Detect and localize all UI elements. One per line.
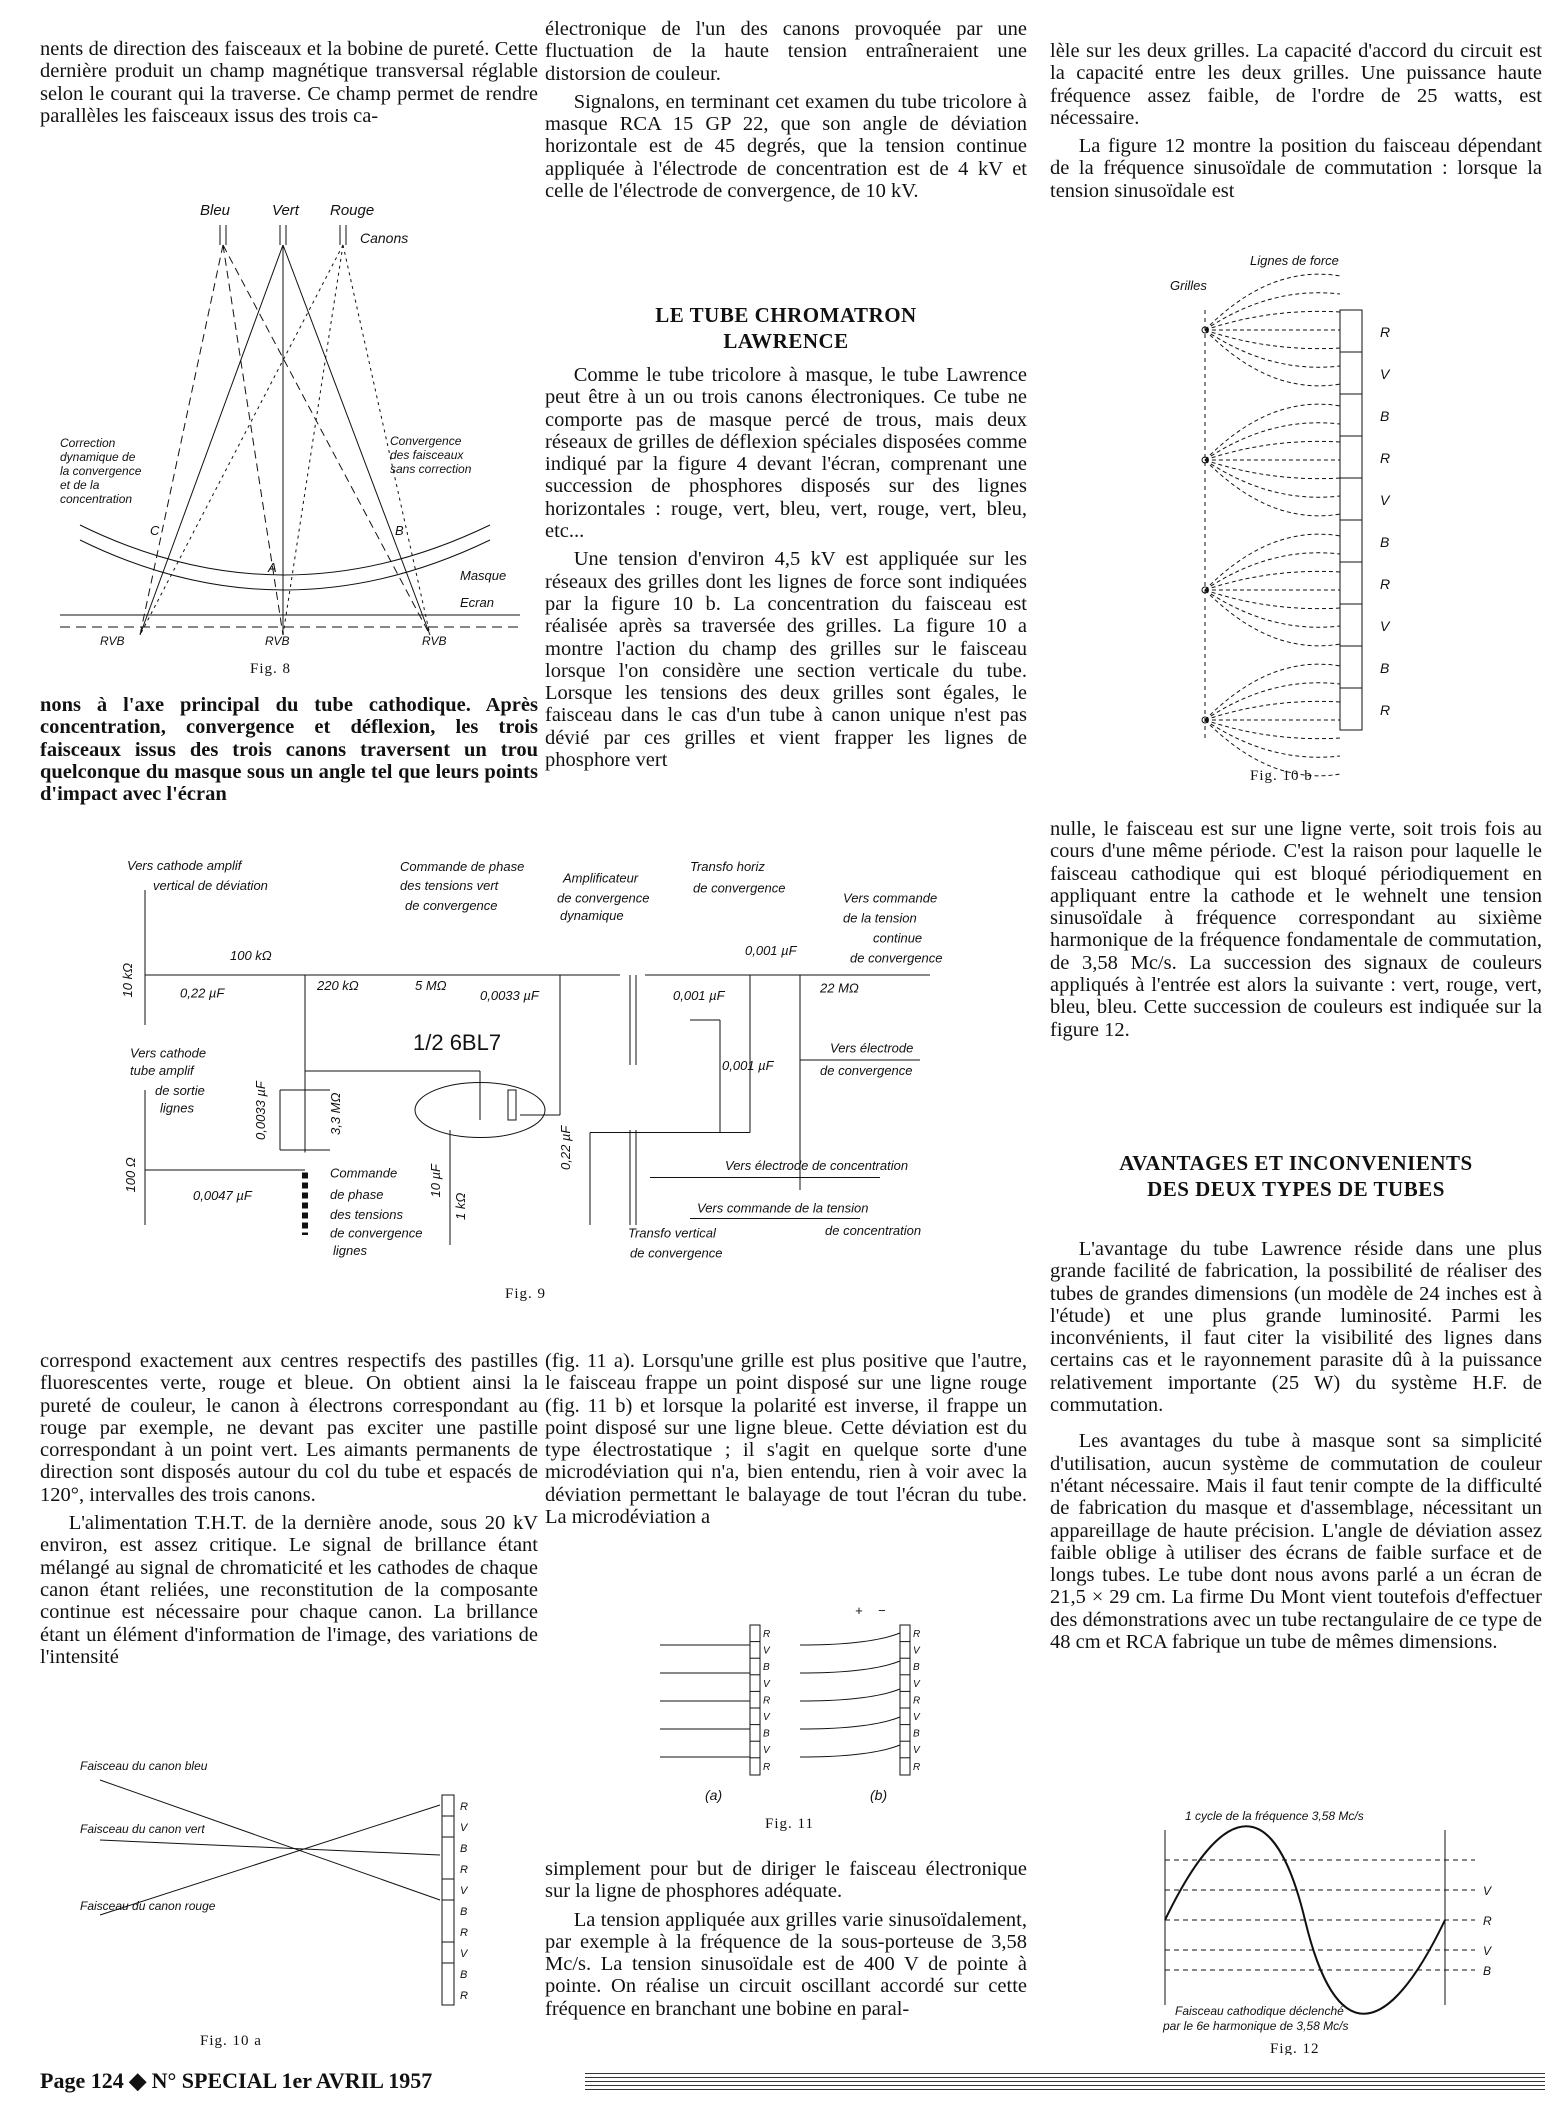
circuit-wires <box>145 890 930 1245</box>
label: Vers cathode amplif <box>127 858 242 873</box>
label-correction: concentration <box>60 492 133 506</box>
label: 0,001 µF <box>722 1058 774 1073</box>
column1-middle-text <box>40 694 538 811</box>
label-lignes-de-force: Lignes de force <box>1250 253 1339 268</box>
strip-label: B <box>913 1728 920 1740</box>
gun-lines <box>140 225 430 635</box>
section-heading-chromatron <box>545 302 1027 354</box>
label: Amplificateur <box>563 870 639 886</box>
label: 0,22 µF <box>180 985 225 1001</box>
label: de convergence <box>630 1245 723 1261</box>
label-grilles: Grilles <box>1170 278 1207 293</box>
figure-9-caption-area <box>0 1270 1040 1310</box>
label-c: C <box>150 523 160 538</box>
strip-label: B <box>1380 534 1390 550</box>
label-note: par le 6e harmonique de 3,58 Mc/s <box>1163 2019 1349 2033</box>
figure-caption: Fig. 10 a <box>200 2033 262 2049</box>
strip-label: R <box>460 1990 468 2002</box>
strip-label: V <box>1380 618 1390 634</box>
paragraph: La tension appliquée aux grilles varie sinusoïdalement, par exemple à la fréquence de la sous-porteuse de 3,58 Mc/s. La tension sinusoïdale est de 400 V de pointe à pointe. On réalise un circuit oscillant accordé sur cette fréquence en branchant une bobine en paral- <box>545 1908 1027 2020</box>
paragraph: L'alimentation T.H.T. de la dernière anode, sous 20 kV environ, est assez critique. Le signal de brillance étant mélangé au signal de chromaticité et les cathodes de chaque canon étant reliées, une reconstitution de la composante continue est nécessaire pour chaque canon. La brillance étant un élément d'information de l'image, des variations de l'intensité <box>40 1512 538 1668</box>
paragraph: correspond exactement aux centres respectifs des pastilles fluorescentes verte, rouge et bleue. On obtient ainsi la pureté de couleur, le canon à électrons correspondant au rouge par exemple, ne devant pas exciter une pastille correspondant à un point vert. Les aimants permanents de direction sont disposés autour du col du tube et espacés de 120°, intervalles des trois canons. <box>40 1350 538 1506</box>
plus-sign: + <box>855 1603 863 1618</box>
strip-label: V <box>1380 492 1390 508</box>
label-rvb: RVB <box>100 634 125 648</box>
label: des tensions <box>330 1207 403 1222</box>
paragraph: simplement pour but de diriger le faisceau électronique sur la ligne de phosphores adéquate. <box>545 1858 1027 1903</box>
strip-label: B <box>1380 660 1390 676</box>
label: 10 kΩ <box>120 963 135 998</box>
paragraph: nents de direction des faisceaux et la bobine de pureté. Cette dernière produit un champ magnétique transversal réglable selon le courant qui la traverse. Ce champ permet de rendre parallèles les faisceaux issus des trois ca- <box>40 38 538 127</box>
label: 0,001 µF <box>673 988 725 1003</box>
strip-label: B <box>763 1662 770 1674</box>
figure-caption: Fig. 11 <box>765 1816 814 1832</box>
strip-label: V <box>913 1712 920 1723</box>
figure-caption: Fig. 8 <box>250 661 292 677</box>
paragraph: Les avantages du tube à masque sont sa simplicité d'utilisation, aucun système de commutation de couleur n'étant nécessaire. Mais il faut tenir compte de la difficulté de fabrication du masque et d'assemblage, nécessitant un appareillage de haute précision. L'angle de déviation assez faible oblige à utiliser des écrans de faible surface et de longs tubes. Le tube dont nous avons parlé a un écran de 21,5 × 29 cm. La firme Du Mont vient toutefois d'effectuer des démonstrations avec un tube rectangulaire de ce type de 48 cm et RCA fabrique un tube de mêmes dimensions. <box>1050 1430 1542 1654</box>
label-correction: dynamique de <box>60 450 136 464</box>
strip-label: B <box>460 1843 468 1855</box>
strip-label: R <box>1380 702 1391 718</box>
heading-line: AVANTAGES ET INCONVENIENTS <box>1119 1151 1473 1175</box>
strip-label: V <box>460 1885 468 1897</box>
label: 0,22 µF <box>558 1125 573 1170</box>
figure-caption: Fig. 10 b <box>1250 768 1313 784</box>
paragraph: Une tension d'environ 4,5 kV est appliquée sur les réseaux des grilles dont les lignes de force sont indiquées par la figure 10 b. La concentration du faisceau est réalisée après sa traversée des grilles. La figure 10 a montre l'action du champ des grilles sur le faisceau lorsque l'on considère une section verticale du tube. Lorsque les tensions des deux grilles sont égales, le faisceau dans le cas d'un tube à canon unique n'est pas dévié par ces grilles et vient frapper les lignes de phosphore vert <box>545 548 1027 772</box>
label-rouge-beam: Faisceau du canon rouge <box>80 1899 216 1913</box>
label: de sortie <box>155 1083 205 1098</box>
strip-label: V <box>763 1712 770 1723</box>
label-b: (b) <box>870 1787 888 1803</box>
label-correction: la convergence <box>60 464 142 478</box>
label: de convergence <box>693 880 786 896</box>
label: dynamique <box>560 908 624 923</box>
label: 0,0047 µF <box>193 1188 252 1203</box>
figure-caption: Fig. 9 <box>505 1286 547 1302</box>
label: lignes <box>333 1243 367 1258</box>
label: de convergence <box>330 1225 423 1241</box>
label: lignes <box>160 1100 194 1116</box>
label-convergence: Convergence <box>390 434 462 448</box>
label: de phase <box>330 1187 384 1202</box>
label: 5 MΩ <box>415 978 447 993</box>
paragraph: (fig. 11 a). Lorsqu'une grille est plus positive que l'autre, le faisceau frappe un point disposé sur une ligne rouge (fig. 11 b) et lorsque la polarité est inverse, il frappe un point disposé sur une ligne bleue. Cette déviation est du type électrostatique ; il s'agit en quelque sorte d'une microdéviation qui n'a, bien entendu, rien à voir avec la déviation permettant le balayage de tout l'écran du tube. La microdéviation a <box>545 1350 1027 1529</box>
label-a: (a) <box>705 1787 723 1803</box>
figure-9-convergence-circuit <box>0 840 1040 1310</box>
strip-label: B <box>460 1906 468 1918</box>
label: de convergence <box>820 1063 913 1078</box>
label-convergence: sans correction <box>390 462 472 476</box>
strip-label: R <box>763 1695 771 1707</box>
strip-label: R <box>460 1801 468 1813</box>
strip-label: R <box>913 1761 921 1773</box>
label-vert: Vert <box>272 202 299 219</box>
label-correction: et de la <box>60 478 100 492</box>
heading-line: DES DEUX TYPES DE TUBES <box>1147 1177 1445 1201</box>
label: Commande <box>330 1165 398 1181</box>
label: tube amplif <box>130 1063 194 1078</box>
strip-label: R <box>1380 324 1391 340</box>
column3-middle-text <box>1050 818 1542 1047</box>
column2-bottom-text <box>545 1350 1027 1534</box>
label: 100 Ω <box>123 1157 138 1193</box>
paragraph: nons à l'axe principal du tube cathodique. Après concentration, convergence et déflexion, les trois faisceaux issus des trois canons traversent un trou quelconque du masque sous un angle tel que leurs points d'impact avec l'écran <box>40 694 538 806</box>
heading-line: LAWRENCE <box>723 329 849 353</box>
paragraph: La figure 12 montre la position du faisceau dépendant de la fréquence sinusoïdale de commutation : lorsque la tension sinusoïdale est <box>1050 135 1542 202</box>
label: de concentration <box>825 1223 922 1238</box>
paragraph: électronique de l'un des canons provoquée par une fluctuation de la haute tension entraîneraient une distorsion de couleur. <box>545 18 1027 85</box>
strip-label: B <box>1380 408 1390 424</box>
level-label: R <box>1483 1914 1492 1928</box>
label: Vers cathode <box>130 1045 207 1061</box>
label: des tensions vert <box>400 878 499 893</box>
strip-label: V <box>913 1678 920 1690</box>
section-heading-avantages <box>1050 1150 1542 1202</box>
strip-label: V <box>763 1678 770 1690</box>
label: vertical de déviation <box>153 878 268 893</box>
level-label: V <box>1483 1884 1492 1898</box>
page-footer: Page 124 ◆ N° SPECIAL 1er AVRIL 1957 <box>40 2068 433 2093</box>
minus-sign: − <box>878 1603 886 1618</box>
label-rouge: Rouge <box>330 202 375 219</box>
column2-end-text <box>545 1858 1027 2026</box>
figure-11-deviation <box>640 1600 940 1835</box>
footer-decoration <box>585 2070 1545 2092</box>
label-rvb: RVB <box>422 634 447 648</box>
label-masque: Masque <box>460 568 507 583</box>
label: de convergence <box>405 898 498 913</box>
column1-top-text <box>40 38 538 133</box>
label: Vers commande de la tension <box>697 1200 869 1216</box>
label-b: B <box>395 523 404 538</box>
label-rvb: RVB <box>265 634 290 648</box>
label: 0,0033 µF <box>253 1081 268 1140</box>
figure-caption: Fig. 12 <box>1270 2041 1320 2055</box>
paragraph: nulle, le faisceau est sur une ligne verte, soit trois fois au cours d'une même période. C'est la raison pour laquelle le faisceau cathodique qui est bloqué périodiquement en appliquant entre la cathode et le wehnelt une tension sinusoïdale à fréquence correspondant au sixième harmonique de la fréquence fondamentale de commutation, de 3,58 Mc/s. La succession des signaux de couleurs appliqués à l'entrée est alors la suivante : vert, rouge, vert, bleu, bleu. Cette succession de couleurs est indiquée sur la figure 12. <box>1050 818 1542 1041</box>
label: Vers électrode <box>830 1040 914 1056</box>
column3-bottom-text <box>1050 1238 1542 1659</box>
strip-label: V <box>763 1645 770 1657</box>
label: 0,0033 µF <box>480 988 539 1003</box>
label-convergence: des faisceaux <box>390 448 464 462</box>
label: 0,001 µF <box>745 943 797 958</box>
column3-top-text <box>1050 40 1542 208</box>
label: de convergence <box>557 890 650 906</box>
strip-label: R <box>460 1864 468 1876</box>
label: 10 µF <box>428 1163 443 1198</box>
label-bleu-beam: Faisceau du canon bleu <box>80 1759 208 1773</box>
strip-label: R <box>913 1629 921 1640</box>
label-bleu: Bleu <box>200 202 231 219</box>
label: 3,3 MΩ <box>328 1092 343 1135</box>
label-vert-beam: Faisceau du canon vert <box>80 1822 205 1836</box>
paragraph: Signalons, en terminant cet examen du tube tricolore à masque RCA 15 GP 22, que son angle de déviation horizontale est de 45 degrés, que la tension continue appliquée à l'électrode de concentration est de 4 kV et celle de l'électrode de convergence, de 10 kV. <box>545 90 1027 203</box>
label: 220 kΩ <box>317 978 359 993</box>
strip-label: R <box>1380 450 1391 466</box>
strip-label: V <box>913 1645 920 1657</box>
column2-middle-text <box>545 364 1027 777</box>
label: continue <box>873 930 923 946</box>
label-ecran: Ecran <box>460 595 494 610</box>
label: Vers électrode de concentration <box>725 1158 909 1173</box>
label: Vers commande <box>843 890 938 906</box>
column2-top-text <box>545 18 1027 208</box>
label: de convergence <box>850 950 943 966</box>
strip-label: V <box>1380 366 1390 382</box>
figure-10a-beams <box>80 1745 500 2055</box>
strip-label: V <box>763 1745 770 1757</box>
label: 100 kΩ <box>230 948 272 963</box>
figure-12-sine-commutation <box>1145 1805 1525 2055</box>
strip-label: B <box>913 1662 920 1674</box>
strip-label: R <box>913 1695 921 1707</box>
figure-8-convergence-diagram <box>40 195 540 685</box>
label: de la tension <box>843 910 917 926</box>
strip-label: V <box>460 1822 468 1834</box>
label: 1 kΩ <box>453 1192 468 1220</box>
paragraph: L'avantage du tube Lawrence réside dans une plus grande facilité de fabrication, la possibilité de réaliser des tubes de grandes dimensions (un modèle de 24 inches est à l'étude) et une plus grande luminosité. Parmi les inconvénients, il faut citer la visibilité des lignes dans certains cas et le rayonnement parasite dû à la puissance relativement importante (25 W) du système H.F. de commutation. <box>1050 1238 1542 1417</box>
figure-10b-lines-of-force <box>1170 250 1410 790</box>
column1-bottom-text <box>40 1350 538 1674</box>
strip-label: B <box>460 1969 468 1981</box>
label-note: Faisceau cathodique déclenché <box>1175 2004 1344 2018</box>
strip-label: R <box>460 1927 468 1939</box>
strip-label: R <box>763 1629 771 1640</box>
label-tube: 1/2 6BL7 <box>413 1030 502 1055</box>
label: Transfo vertical <box>628 1225 716 1241</box>
label-canons: Canons <box>360 230 409 246</box>
heading-line: LE TUBE CHROMATRON <box>655 303 917 327</box>
paragraph: lèle sur les deux grilles. La capacité d'accord du circuit est la capacité entre les deux grilles. Une puissance haute fréquence assez faible, de l'ordre de 25 watts, est nécessaire. <box>1050 40 1542 129</box>
label-cycle: 1 cycle de la fréquence 3,58 Mc/s <box>1185 1809 1364 1823</box>
strip-label: V <box>913 1745 920 1757</box>
label-correction: Correction <box>60 436 116 450</box>
strip-label: R <box>1380 576 1391 592</box>
strip-label: R <box>763 1761 771 1773</box>
level-label: B <box>1483 1964 1492 1978</box>
label: Transfo horiz <box>690 859 765 874</box>
label-a: A <box>268 560 277 575</box>
strip-label: B <box>763 1728 770 1740</box>
label: 22 MΩ <box>820 980 859 996</box>
label: Commande de phase <box>400 859 525 874</box>
level-label: V <box>1483 1944 1492 1958</box>
strip-label: V <box>460 1948 468 1960</box>
paragraph: Comme le tube tricolore à masque, le tube Lawrence peut être à un ou trois canons électroniques. Ce tube ne comporte pas de masque percé de trous, mais deux réseaux de grilles de déflexion spéciales disposées comme indiqué par la figure 4 devant l'écran, comprenant une succession de phosphores disposés sur des lignes horizontales : rouge, vert, bleu, vert, rouge, vert, bleu, etc... <box>545 364 1027 543</box>
